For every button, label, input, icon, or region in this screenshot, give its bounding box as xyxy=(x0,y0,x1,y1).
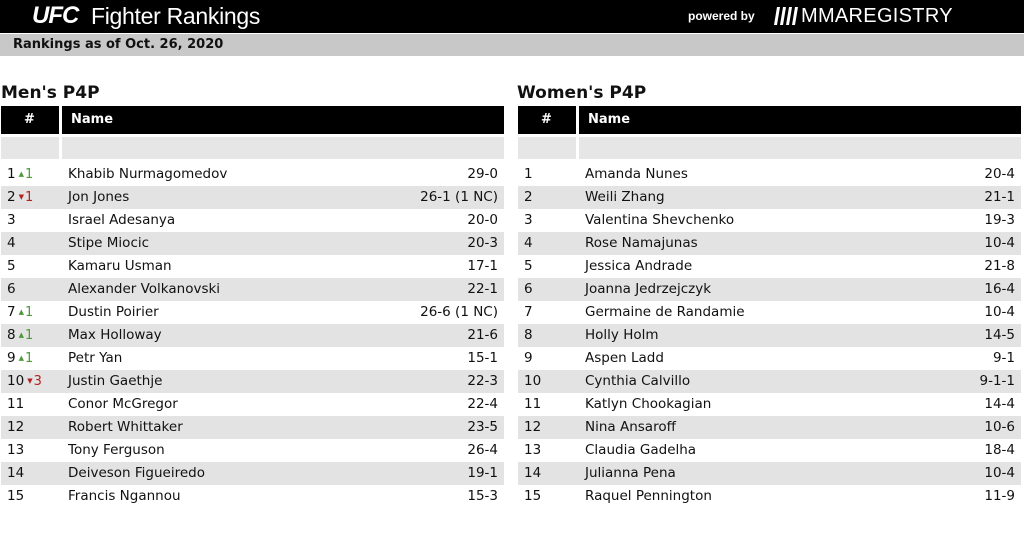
fighter-record: 21-1 xyxy=(984,189,1015,205)
fighter-name[interactable]: Rose Namajunas xyxy=(585,235,698,251)
rank-number: 11 xyxy=(7,396,25,412)
fighter-name[interactable]: Katlyn Chookagian xyxy=(585,396,712,412)
rank-number: 7 xyxy=(524,304,533,320)
table-row[interactable] xyxy=(1,485,504,508)
rank-number: 6 xyxy=(524,281,533,297)
rank-cell xyxy=(7,324,33,347)
fighter-name[interactable]: Dustin Poirier xyxy=(68,304,159,320)
fighter-name[interactable]: Aspen Ladd xyxy=(585,350,664,366)
rank-cell xyxy=(7,163,33,186)
rank-cell xyxy=(524,393,541,416)
table-row[interactable] xyxy=(1,393,504,416)
name-column-header[interactable]: Name xyxy=(588,112,631,127)
table-row[interactable] xyxy=(518,186,1021,209)
table-body xyxy=(1,163,504,508)
rank-number: 9 xyxy=(524,350,533,366)
fighter-record: 22-4 xyxy=(467,396,498,412)
rank-change-up xyxy=(19,351,34,366)
rank-number: 14 xyxy=(524,465,542,481)
fighter-record: 10-4 xyxy=(984,304,1015,320)
rank-change-value: 1 xyxy=(24,328,34,343)
table-row[interactable] xyxy=(1,163,504,186)
fighter-name[interactable]: Valentina Shevchenko xyxy=(585,212,735,228)
fighter-name[interactable]: Khabib Nurmagomedov xyxy=(68,166,228,182)
mma-registry-logo-icon xyxy=(774,7,798,25)
rank-number: 8 xyxy=(524,327,533,343)
triangle-down-icon: ▼ xyxy=(18,193,24,201)
rank-number: 7 xyxy=(7,304,16,320)
table-row[interactable] xyxy=(518,324,1021,347)
fighter-record: 22-1 xyxy=(467,281,498,297)
rank-cell xyxy=(524,439,541,462)
rank-number: 2 xyxy=(7,189,16,205)
rank-number: 1 xyxy=(7,166,16,182)
table-row[interactable] xyxy=(518,209,1021,232)
fighter-record: 29-0 xyxy=(467,166,498,182)
rank-change-down xyxy=(27,374,42,389)
fighter-record: 20-4 xyxy=(984,166,1015,182)
table-row[interactable] xyxy=(518,370,1021,393)
rank-number: 12 xyxy=(7,419,25,435)
rank-number: 14 xyxy=(7,465,25,481)
triangle-up-icon: ▲ xyxy=(18,308,24,316)
rank-change-value: 1 xyxy=(24,167,34,182)
fighter-name[interactable]: Claudia Gadelha xyxy=(585,442,697,458)
rank-change-value: 1 xyxy=(24,351,34,366)
rank-number: 8 xyxy=(7,327,16,343)
rank-change-up xyxy=(19,305,34,320)
rank-cell xyxy=(7,209,16,232)
rank-cell xyxy=(524,370,541,393)
fighter-record: 21-8 xyxy=(984,258,1015,274)
fighter-name[interactable]: Kamaru Usman xyxy=(68,258,172,274)
fighter-record: 17-1 xyxy=(467,258,498,274)
rank-cell xyxy=(524,485,541,508)
fighter-name[interactable]: Alexander Volkanovski xyxy=(68,281,221,297)
rank-number: 15 xyxy=(7,488,25,504)
rank-cell xyxy=(7,232,16,255)
rank-cell xyxy=(524,462,541,485)
top-bar xyxy=(0,0,1024,33)
rank-cell xyxy=(524,324,533,347)
rank-number: 11 xyxy=(524,396,542,412)
fighter-name[interactable]: Conor McGregor xyxy=(68,396,178,412)
rank-cell xyxy=(7,439,24,462)
fighter-name[interactable]: Justin Gaethje xyxy=(68,373,163,389)
fighter-name[interactable]: Weili Zhang xyxy=(585,189,665,205)
fighter-record: 11-9 xyxy=(984,488,1015,504)
rank-number: 1 xyxy=(524,166,533,182)
rank-cell xyxy=(7,278,16,301)
table-row[interactable] xyxy=(1,324,504,347)
table-header xyxy=(518,106,1021,134)
table-row[interactable] xyxy=(1,462,504,485)
table-row[interactable] xyxy=(1,186,504,209)
mens-rankings-table xyxy=(1,106,504,508)
fighter-name[interactable]: Stipe Miocic xyxy=(68,235,150,251)
rank-column-header[interactable]: # xyxy=(541,112,552,127)
table-row[interactable] xyxy=(518,255,1021,278)
table-row[interactable] xyxy=(1,347,504,370)
table-row[interactable] xyxy=(1,232,504,255)
table-row[interactable] xyxy=(1,301,504,324)
table-row[interactable] xyxy=(518,439,1021,462)
fighter-name[interactable]: Jessica Andrade xyxy=(585,258,693,274)
table-row[interactable] xyxy=(518,232,1021,255)
rank-cell xyxy=(7,347,33,370)
rank-change-down xyxy=(19,190,34,205)
fighter-name[interactable]: Cynthia Calvillo xyxy=(585,373,691,389)
rank-number: 3 xyxy=(7,212,16,228)
fighter-record: 20-3 xyxy=(467,235,498,251)
rank-cell xyxy=(524,209,533,232)
fighter-record: 10-4 xyxy=(984,235,1015,251)
rank-cell xyxy=(524,347,533,370)
fighter-name[interactable]: Raquel Pennington xyxy=(585,488,712,504)
table-row[interactable] xyxy=(518,485,1021,508)
table-row[interactable] xyxy=(518,278,1021,301)
rank-number: 13 xyxy=(524,442,542,458)
rank-cell xyxy=(524,232,533,255)
rank-cell xyxy=(7,393,24,416)
table-row[interactable] xyxy=(1,370,504,393)
rank-cell xyxy=(7,462,24,485)
fighter-name[interactable]: Jon Jones xyxy=(68,189,130,205)
fighter-name[interactable]: Joanna Jedrzejczyk xyxy=(585,281,712,297)
fighter-record: 23-5 xyxy=(467,419,498,435)
womens-p4p-title: Women's P4P xyxy=(517,83,647,103)
fighter-record: 16-4 xyxy=(984,281,1015,297)
fighter-name[interactable]: Tony Ferguson xyxy=(68,442,165,458)
fighter-record: 26-1 (1 NC) xyxy=(420,189,498,205)
rank-cell xyxy=(7,485,24,508)
rank-cell xyxy=(7,301,33,324)
fighter-record: 9-1-1 xyxy=(979,373,1015,389)
rankings-date: Rankings as of Oct. 26, 2020 xyxy=(13,37,224,52)
rank-number: 6 xyxy=(7,281,16,297)
mens-p4p-title: Men's P4P xyxy=(1,83,100,103)
fighter-record: 15-3 xyxy=(467,488,498,504)
table-body xyxy=(518,163,1021,508)
fighter-record: 18-4 xyxy=(984,442,1015,458)
fighter-record: 20-0 xyxy=(467,212,498,228)
rankings-date-bar xyxy=(0,34,1024,56)
rank-change-value: 3 xyxy=(33,374,42,389)
rank-change-value: 1 xyxy=(24,190,34,205)
rank-cell xyxy=(524,416,541,439)
fighter-name[interactable]: Max Holloway xyxy=(68,327,162,343)
womens-rankings-table xyxy=(518,106,1021,508)
fighter-record: 15-1 xyxy=(467,350,498,366)
rank-number: 15 xyxy=(524,488,542,504)
rank-number: 12 xyxy=(524,419,542,435)
fighter-name[interactable]: Israel Adesanya xyxy=(68,212,176,228)
table-row[interactable] xyxy=(1,278,504,301)
table-row[interactable] xyxy=(518,393,1021,416)
fighter-name[interactable]: Robert Whittaker xyxy=(68,419,183,435)
fighter-record: 22-3 xyxy=(467,373,498,389)
rank-cell xyxy=(524,278,533,301)
fighter-name[interactable]: Petr Yan xyxy=(68,350,123,366)
fighter-name[interactable]: Julianna Pena xyxy=(585,465,676,481)
fighter-record: 19-1 xyxy=(467,465,498,481)
fighter-name[interactable]: Nina Ansaroff xyxy=(585,419,676,435)
table-header xyxy=(1,106,504,134)
fighter-record: 19-3 xyxy=(984,212,1015,228)
rank-cell xyxy=(524,186,533,209)
fighter-name[interactable]: Francis Ngannou xyxy=(68,488,181,504)
app-title: Fighter Rankings xyxy=(91,3,261,29)
table-row[interactable] xyxy=(1,209,504,232)
table-row[interactable] xyxy=(1,255,504,278)
rank-number: 5 xyxy=(524,258,533,274)
table-row[interactable] xyxy=(518,301,1021,324)
fighter-record: 14-5 xyxy=(984,327,1015,343)
filter-row xyxy=(1,137,504,163)
name-column-header[interactable]: Name xyxy=(71,112,114,127)
table-row[interactable] xyxy=(518,416,1021,439)
rank-number: 3 xyxy=(524,212,533,228)
rank-number: 2 xyxy=(524,189,533,205)
mma-registry-wordmark: MMAREGISTRY xyxy=(801,5,953,27)
rank-change-up xyxy=(19,167,34,182)
fighter-record: 14-4 xyxy=(984,396,1015,412)
triangle-up-icon: ▲ xyxy=(18,170,24,178)
fighter-record: 10-4 xyxy=(984,465,1015,481)
rank-cell xyxy=(7,416,24,439)
filter-row xyxy=(518,137,1021,163)
fighter-name[interactable]: Deiveson Figueiredo xyxy=(68,465,205,481)
rank-number: 10 xyxy=(7,373,25,389)
triangle-up-icon: ▲ xyxy=(18,354,24,362)
ufc-logo: UFC xyxy=(32,2,79,29)
rank-cell xyxy=(524,163,533,186)
rank-change-value: 1 xyxy=(24,305,34,320)
fighter-record: 26-4 xyxy=(467,442,498,458)
rank-number: 9 xyxy=(7,350,16,366)
fighter-name[interactable]: Amanda Nunes xyxy=(585,166,688,182)
fighter-name[interactable]: Germaine de Randamie xyxy=(585,304,745,320)
triangle-up-icon: ▲ xyxy=(18,331,24,339)
rank-number: 10 xyxy=(524,373,542,389)
rank-number: 4 xyxy=(524,235,533,251)
table-row[interactable] xyxy=(1,439,504,462)
fighter-record: 10-6 xyxy=(984,419,1015,435)
table-row[interactable] xyxy=(518,163,1021,186)
rank-cell xyxy=(524,301,533,324)
rank-column-header[interactable]: # xyxy=(24,112,35,127)
rank-number: 4 xyxy=(7,235,16,251)
rank-number: 5 xyxy=(7,258,16,274)
rank-cell xyxy=(524,255,533,278)
table-row[interactable] xyxy=(518,347,1021,370)
powered-by-label: powered by xyxy=(688,9,755,23)
fighter-record: 26-6 (1 NC) xyxy=(420,304,498,320)
triangle-down-icon: ▼ xyxy=(27,377,33,385)
fighter-record: 21-6 xyxy=(467,327,498,343)
fighter-record: 9-1 xyxy=(992,350,1015,366)
rank-cell xyxy=(7,186,33,209)
rank-cell xyxy=(7,255,16,278)
table-row[interactable] xyxy=(1,416,504,439)
rank-cell xyxy=(7,370,42,393)
rank-number: 13 xyxy=(7,442,25,458)
table-row[interactable] xyxy=(518,462,1021,485)
fighter-name[interactable]: Holly Holm xyxy=(585,327,659,343)
rank-change-up xyxy=(19,328,34,343)
